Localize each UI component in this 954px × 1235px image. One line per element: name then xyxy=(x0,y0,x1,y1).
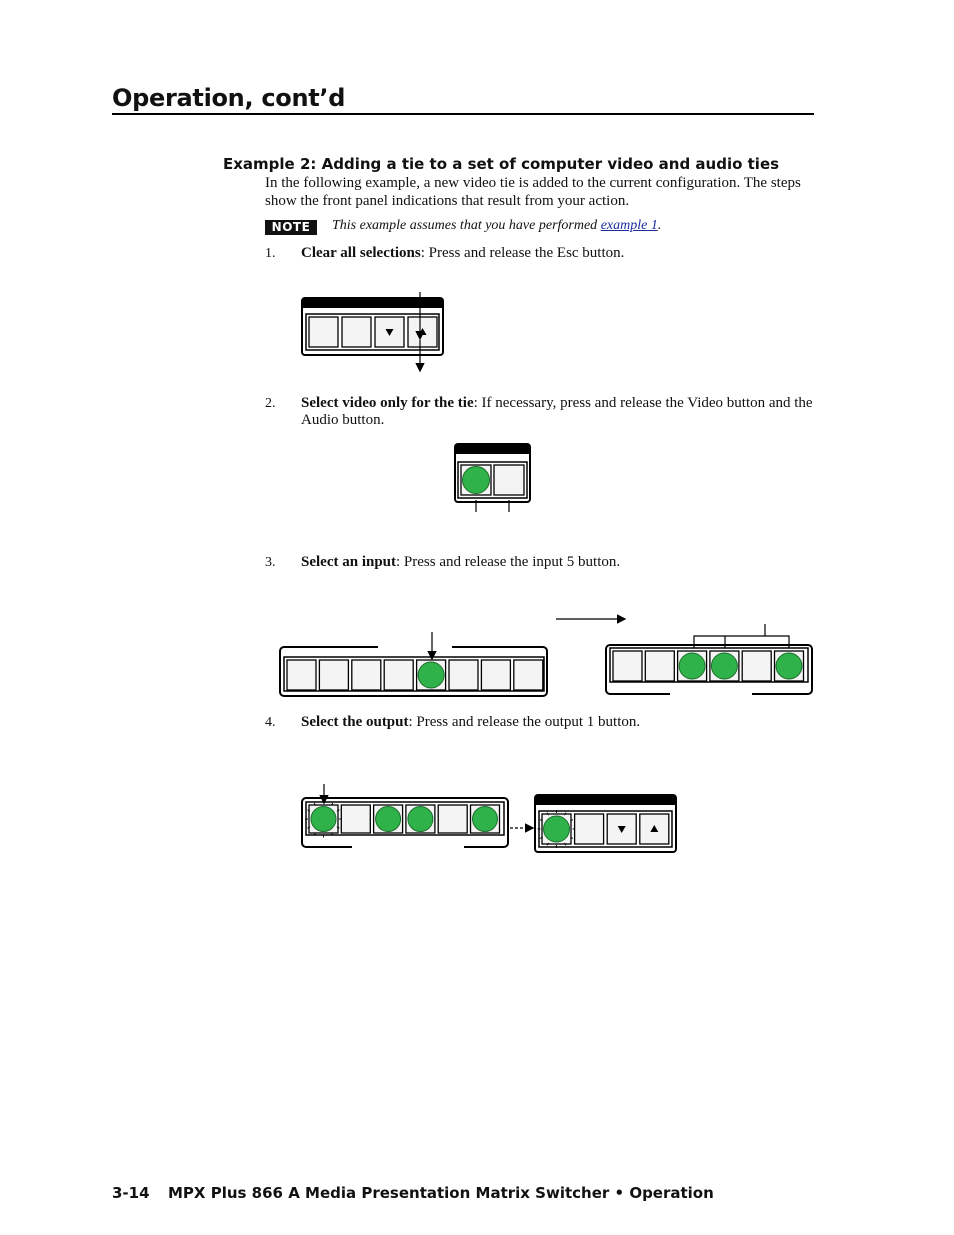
step3-input-button-2[interactable] xyxy=(319,660,348,690)
step-4-number-value: 4 xyxy=(265,715,272,730)
step3-input-button-4[interactable] xyxy=(384,660,413,690)
figure-step4-control-panel xyxy=(535,795,676,852)
step3-input-button-7[interactable] xyxy=(481,660,510,690)
figure-step3-output-panel xyxy=(556,619,812,698)
step-4-bold: Select the output xyxy=(301,714,409,730)
step-2-rest: : If necessary, press and release the Video button and the Audio button. xyxy=(301,395,813,428)
figure-step3-input-panel xyxy=(280,632,547,696)
lit-led-icon xyxy=(408,807,433,832)
example-heading: Example 2: Adding a tie to a set of computer video and audio ties xyxy=(223,155,780,173)
step-2-number-value: 2 xyxy=(265,396,272,411)
lit-led-icon xyxy=(311,807,336,832)
step1-button-3[interactable] xyxy=(375,317,404,347)
figure-step1-control-panel xyxy=(302,292,443,370)
step-1-number: 1. xyxy=(265,246,276,261)
footer-document-title: MPX Plus 866 A Media Presentation Matrix Switcher • Operation xyxy=(168,1184,714,1202)
step4-control-button-4[interactable] xyxy=(640,814,669,844)
step-4-rest: : Press and release the output 1 button. xyxy=(408,714,641,730)
step-3-number-value: 3 xyxy=(265,555,272,570)
step3-input-button-6[interactable] xyxy=(449,660,478,690)
note-text-before: This example assumes that you have performed xyxy=(332,218,601,233)
lit-led-icon xyxy=(376,807,401,832)
page-title: Operation, cont’d xyxy=(112,84,346,112)
example-intro: In the following example, a new video tie is added to the current configuration. The steps show the front panel indications that result from your action. xyxy=(265,175,801,209)
step4-control-button-3[interactable] xyxy=(607,814,636,844)
step-1-rest: : Press and release the Esc button. xyxy=(420,245,625,261)
note-badge: NOTE xyxy=(265,220,317,235)
step3-output-button-1[interactable] xyxy=(613,651,642,681)
note-text-after: . xyxy=(657,218,662,233)
step-1-number-value: 1 xyxy=(265,246,272,261)
lit-led-icon xyxy=(679,653,705,679)
lit-led-icon xyxy=(776,653,802,679)
lit-led-icon xyxy=(418,662,444,688)
step4-control-button-2[interactable] xyxy=(575,814,604,844)
step1-button-2[interactable] xyxy=(342,317,371,347)
example-1-link[interactable]: example 1 xyxy=(600,218,658,233)
step-2-bold: Select video only for the tie xyxy=(301,395,474,411)
step4-output-button-3[interactable] xyxy=(374,805,403,833)
step4-output-button-2[interactable] xyxy=(341,805,370,833)
lit-led-icon xyxy=(544,816,570,842)
step3-output-button-5[interactable] xyxy=(742,651,771,681)
page-number: 3-14 xyxy=(112,1184,150,1202)
step4-output-buttons xyxy=(305,801,500,838)
step4-output-button-5[interactable] xyxy=(438,805,467,833)
step-3-number: 3. xyxy=(265,555,276,570)
step4-output-button-4[interactable] xyxy=(406,805,435,833)
lit-led-icon xyxy=(473,807,498,832)
step-1-bold: Clear all selections xyxy=(301,245,421,261)
step3-input-button-8[interactable] xyxy=(514,660,543,690)
step2-button-1[interactable] xyxy=(461,465,491,495)
step3-output-button-6[interactable] xyxy=(775,651,804,681)
step4-control-button-1[interactable] xyxy=(538,810,576,848)
step-4-number: 4. xyxy=(265,715,276,730)
lit-led-icon xyxy=(463,467,490,494)
step2-button-2[interactable] xyxy=(494,465,524,495)
figure-step4-output-panel xyxy=(302,784,532,851)
step4-output-button-6[interactable] xyxy=(471,805,500,833)
step-2-number: 2. xyxy=(265,396,276,411)
lit-led-icon xyxy=(711,653,737,679)
step3-input-button-1[interactable] xyxy=(287,660,316,690)
step3-input-button-3[interactable] xyxy=(352,660,381,690)
step3-output-button-4[interactable] xyxy=(710,651,739,681)
step1-button-4[interactable] xyxy=(408,317,437,347)
step3-output-button-3[interactable] xyxy=(678,651,707,681)
step4-control-buttons xyxy=(538,810,669,848)
step3-output-button-2[interactable] xyxy=(645,651,674,681)
step-3-rest: : Press and release the input 5 button. xyxy=(396,554,621,570)
figure-step2-io-select-panel xyxy=(455,444,530,512)
step4-output-button-1[interactable] xyxy=(305,801,342,838)
step3-input-button-5[interactable] xyxy=(417,660,446,690)
step-3-bold: Select an input xyxy=(301,554,397,570)
step1-button-1[interactable] xyxy=(309,317,338,347)
